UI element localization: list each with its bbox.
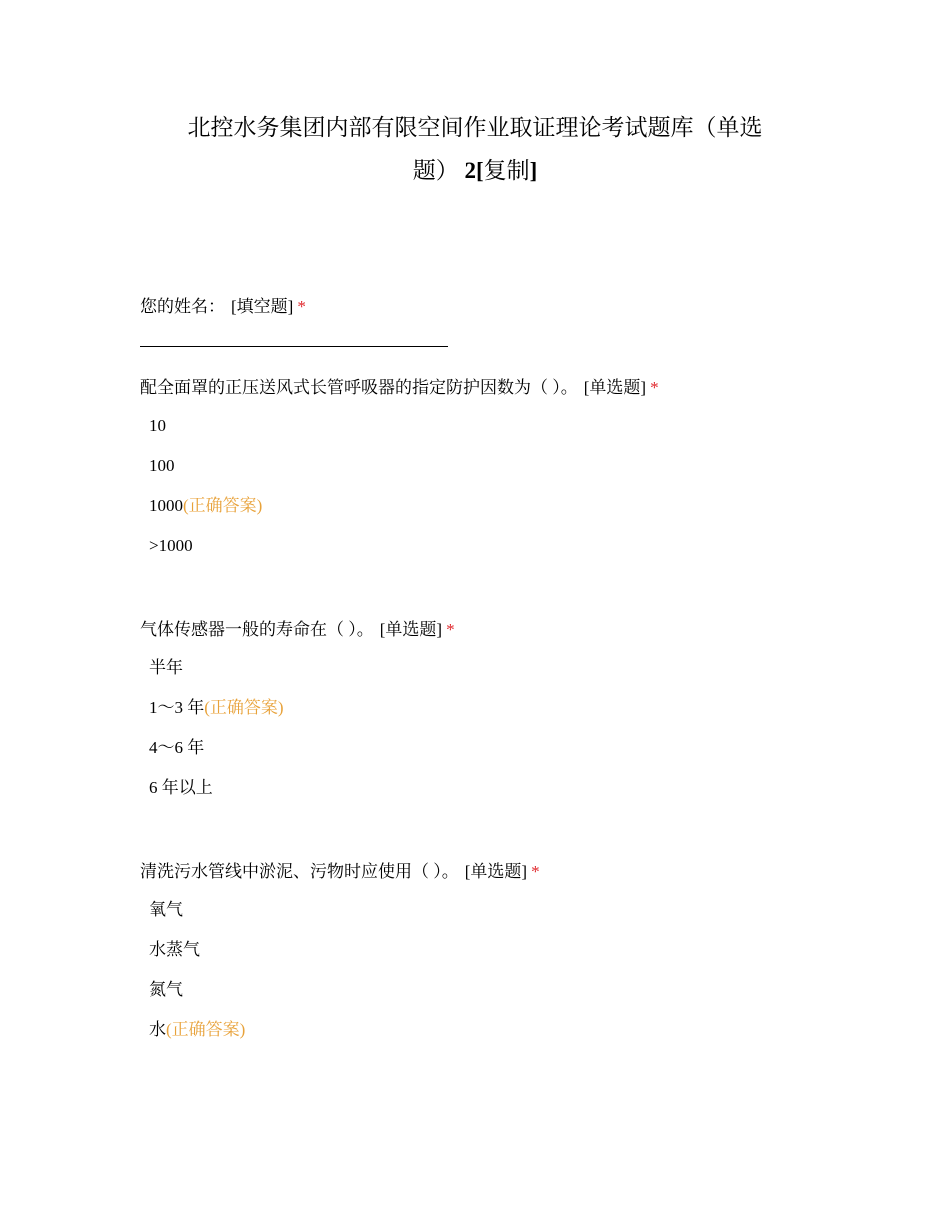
- question-type: [填空题]: [231, 297, 294, 316]
- question-text: 配全面罩的正压送风式长管呼吸器的指定防护因数为（ ）。: [140, 378, 578, 397]
- option[interactable]: [149, 656, 840, 696]
- option-label: 氮气: [149, 980, 183, 999]
- option-label: >1000: [149, 536, 193, 555]
- title-line-1: 北控水务集团内部有限空间作业取证理论考试题库（单选: [187, 115, 763, 140]
- question-type: [单选题]: [583, 378, 647, 397]
- option-label: 1～3 年: [149, 698, 205, 717]
- question-header: [140, 295, 840, 319]
- option-label: 4～6 年: [149, 738, 205, 757]
- page-title: [140, 106, 810, 192]
- option[interactable]: [149, 454, 840, 494]
- option[interactable]: [149, 1018, 840, 1058]
- required-star: *: [446, 620, 455, 639]
- option-label: 水蒸气: [149, 940, 200, 959]
- name-question: [140, 295, 840, 319]
- question-3: [140, 860, 840, 1058]
- option-label: 1000: [149, 496, 183, 515]
- question-1: [140, 376, 840, 574]
- option[interactable]: [149, 494, 840, 534]
- option[interactable]: [149, 696, 840, 736]
- option[interactable]: [149, 898, 840, 938]
- option-label: 半年: [149, 658, 183, 677]
- question-text: 气体传感器一般的寿命在（ ）。: [140, 620, 374, 639]
- question-2: [140, 618, 840, 816]
- question-header: [140, 376, 840, 400]
- title-line-2-prefix: 题）: [412, 158, 459, 183]
- correct-answer-mark: (正确答案): [166, 1020, 246, 1039]
- required-star: *: [297, 297, 306, 316]
- name-answer-blank[interactable]: [140, 346, 448, 347]
- question-type: [单选题]: [464, 862, 528, 881]
- title-bold-bracket: ]: [529, 158, 538, 183]
- question-text: 您的姓名：: [140, 297, 225, 316]
- option-label: 氧气: [149, 900, 183, 919]
- option-label: 6 年以上: [149, 778, 213, 797]
- title-copy-label: 复制: [483, 158, 530, 183]
- option-label: 10: [149, 416, 166, 435]
- question-text: 清洗污水管线中淤泥、污物时应使用（ ）。: [140, 862, 459, 881]
- option[interactable]: [149, 776, 840, 816]
- question-type: [单选题]: [379, 620, 443, 639]
- option-label: 100: [149, 456, 175, 475]
- question-header: [140, 860, 840, 884]
- title-bold-number: 2[: [464, 158, 484, 183]
- option-list: [140, 414, 840, 574]
- option[interactable]: [149, 534, 840, 574]
- option[interactable]: [149, 978, 840, 1018]
- question-header: [140, 618, 840, 642]
- required-star: *: [650, 378, 659, 397]
- correct-answer-mark: (正确答案): [183, 496, 263, 515]
- option-list: [140, 656, 840, 816]
- required-star: *: [531, 862, 540, 881]
- option-list: [140, 898, 840, 1058]
- option[interactable]: [149, 938, 840, 978]
- option[interactable]: [149, 414, 840, 454]
- correct-answer-mark: (正确答案): [204, 698, 284, 717]
- option-label: 水: [149, 1020, 166, 1039]
- option[interactable]: [149, 736, 840, 776]
